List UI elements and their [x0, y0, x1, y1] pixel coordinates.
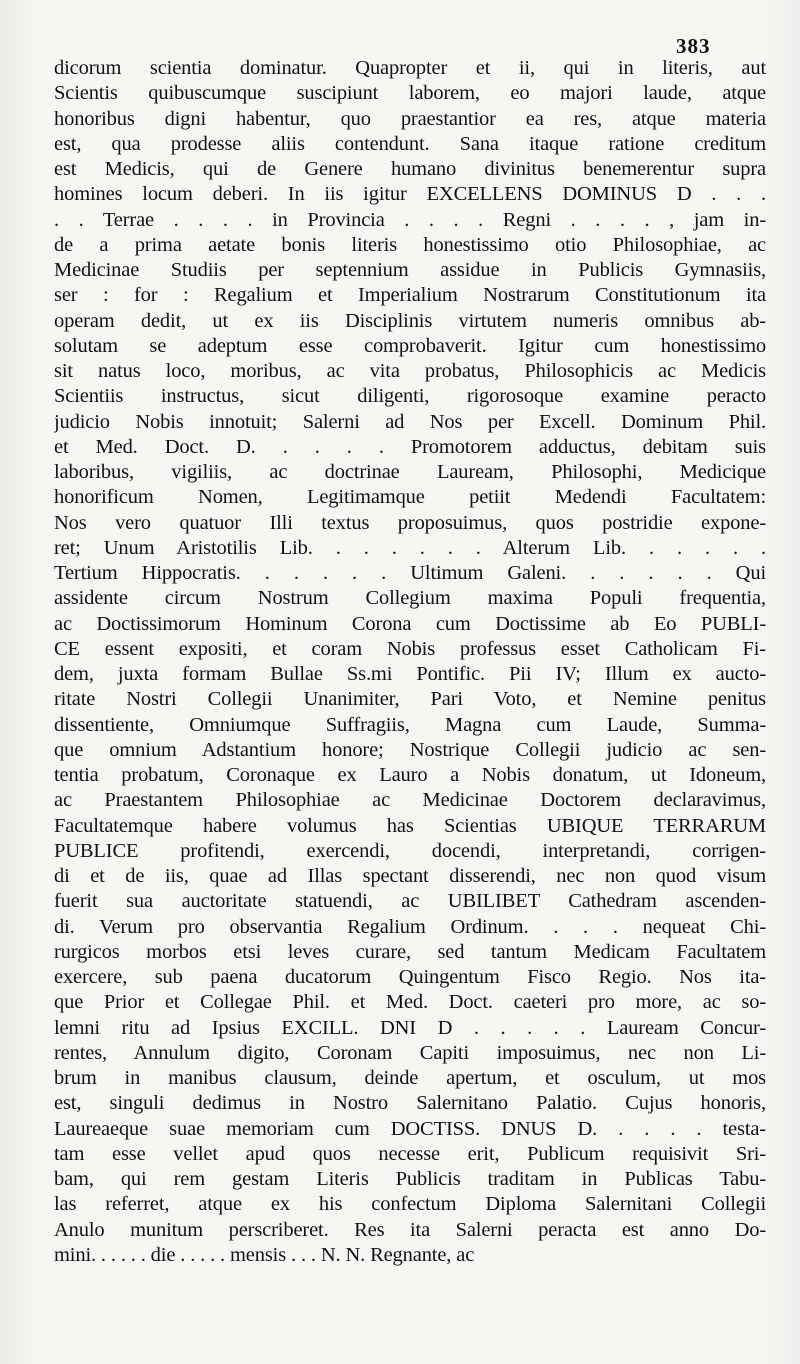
text-line: et Med. Doct. D. . . . . Promotorem adductus, debitam suis	[54, 435, 766, 458]
text-line: brum in manibus clausum, deinde apertum, et osculum, ut mos	[54, 1067, 766, 1089]
text-line: honorificum Nomen, Legitimamque petiit Medendi Facultatem:	[54, 486, 766, 509]
text-line: tam esse vellet apud quos necesse erit, Publicum requisivit Sri-	[54, 1142, 766, 1165]
text-line: Scientiis instructus, sicut diligenti, rigorosoque examine peracto	[54, 385, 766, 408]
text-line: Tertium Hippocratis. . . . . . Ultimum Galeni. . . . . . Qui	[54, 562, 766, 584]
text-line: Facultatemque habere volumus has Scientias UBIQUE TERRARUM	[54, 814, 766, 837]
text-line: est, singuli dedimus in Nostro Salernitano Palatio. Cujus honoris,	[54, 1092, 766, 1115]
text-line: . . Terrae . . . . in Provincia . . . . Regni . . . . , jam in-	[54, 208, 766, 231]
text-line: laboribus, vigiliis, ac doctrinae Lauream, Philosophi, Medicique	[54, 461, 766, 483]
text-line: honoribus digni habentur, quo praestantior ea res, atque materia	[54, 107, 766, 130]
text-line: CE essent expositi, et coram Nobis professus esset Catholicam Fi-	[54, 637, 766, 660]
text-line: ret; Unum Aristotilis Lib. . . . . . . Alterum Lib. . . . . .	[54, 536, 766, 559]
body-text	[54, 56, 766, 1268]
text-line: homines locum deberi. In iis igitur EXCELLENS DOMINUS D . . .	[54, 183, 766, 206]
text-line: Anulo munitum perscriberet. Res ita Salerni peracta est anno Do-	[54, 1218, 766, 1241]
text-line: Nos vero quatuor Illi textus proposuimus, quos postridie expone-	[54, 511, 766, 534]
text-line: Scientis quibuscumque suscipiunt laborem, eo majori laude, atque	[54, 82, 766, 105]
text-line: rentes, Annulum digito, Coronam Capiti imposuimus, nec non Li-	[54, 1041, 766, 1064]
text-line: exercere, sub paena ducatorum Quingentum Fisco Regio. Nos ita-	[54, 966, 766, 988]
text-line: assidente circum Nostrum Collegium maxima Populi frequentia,	[54, 587, 766, 610]
text-line: judicio Nobis innotuit; Salerni ad Nos per Excell. Dominum Phil.	[54, 410, 766, 433]
text-line: mini. . . . . . die . . . . . mensis . . . N. N. Regnante, ac	[54, 1243, 475, 1266]
text-line: solutam se adeptum esse comprobaverit. Igitur cum honestissimo	[54, 334, 766, 357]
text-line: est, qua prodesse aliis contendunt. Sana itaque ratione creditum	[54, 132, 766, 155]
text-line: las referret, atque ex his confectum Diploma Salernitani Collegii	[54, 1193, 766, 1216]
text-line: dem, juxta formam Bullae Ss.mi Pontific. Pii IV; Illum ex aucto-	[54, 663, 766, 685]
text-line: rurgicos morbos etsi leves curare, sed tantum Medicam Facultatem	[54, 940, 766, 963]
text-line: di et de iis, quae ad Illas spectant disserendi, nec non quod visum	[54, 865, 766, 887]
text-line: operam dedit, ut ex iis Disciplinis virtutem numeris omnibus ab-	[54, 309, 766, 332]
text-line: fuerit sua auctoritate statuendi, ac UBILIBET Cathedram ascenden-	[54, 890, 766, 913]
text-line: bam, qui rem gestam Literis Publicis traditam in Publicas Tabu-	[54, 1168, 766, 1190]
text-line: ser : for : Regalium et Imperialium Nostrarum Constitutionum ita	[54, 284, 766, 307]
text-line: ac Doctissimorum Hominum Corona cum Doctissime ab Eo PUBLI-	[54, 612, 766, 635]
text-line: sit natus loco, moribus, ac vita probatus, Philosophicis ac Medicis	[54, 360, 766, 382]
text-line: Medicinae Studiis per septennium assidue in Publicis Gymnasiis,	[54, 259, 766, 281]
text-line: lemni ritu ad Ipsius EXCILL. DNI D . . . . . Lauream Concur-	[54, 1016, 766, 1039]
text-line: Laureaeque suae memoriam cum DOCTISS. DNUS D. . . . . testa-	[54, 1117, 766, 1140]
text-line: di. Verum pro observantia Regalium Ordinum. . . . nequeat Chi-	[54, 915, 766, 938]
text-line: que Prior et Collegae Phil. et Med. Doct. caeteri pro more, ac so-	[54, 991, 766, 1014]
text-line: de a prima aetate bonis literis honestissimo otio Philosophiae, ac	[54, 233, 766, 256]
text-line: ritate Nostri Collegii Unanimiter, Pari Voto, et Nemine penitus	[54, 688, 766, 711]
text-line: est Medicis, qui de Genere humano divinitus benemerentur supra	[54, 158, 766, 180]
text-line: PUBLICE profitendi, exercendi, docendi, interpretandi, corrigen-	[54, 839, 766, 862]
page-number: 383	[676, 34, 711, 58]
text-line: dissentiente, Omniumque Suffragiis, Magna cum Laude, Summa-	[54, 713, 766, 736]
text-line: que omnium Adstantium honore; Nostrique Collegii judicio ac sen-	[54, 738, 766, 761]
text-line: tentia probatum, Coronaque ex Lauro a Nobis donatum, ut Idoneum,	[54, 764, 766, 786]
text-line: dicorum scientia dominatur. Quapropter et ii, qui in literis, aut	[54, 57, 766, 79]
text-line: ac Praestantem Philosophiae ac Medicinae Doctorem declaravimus,	[54, 789, 766, 812]
